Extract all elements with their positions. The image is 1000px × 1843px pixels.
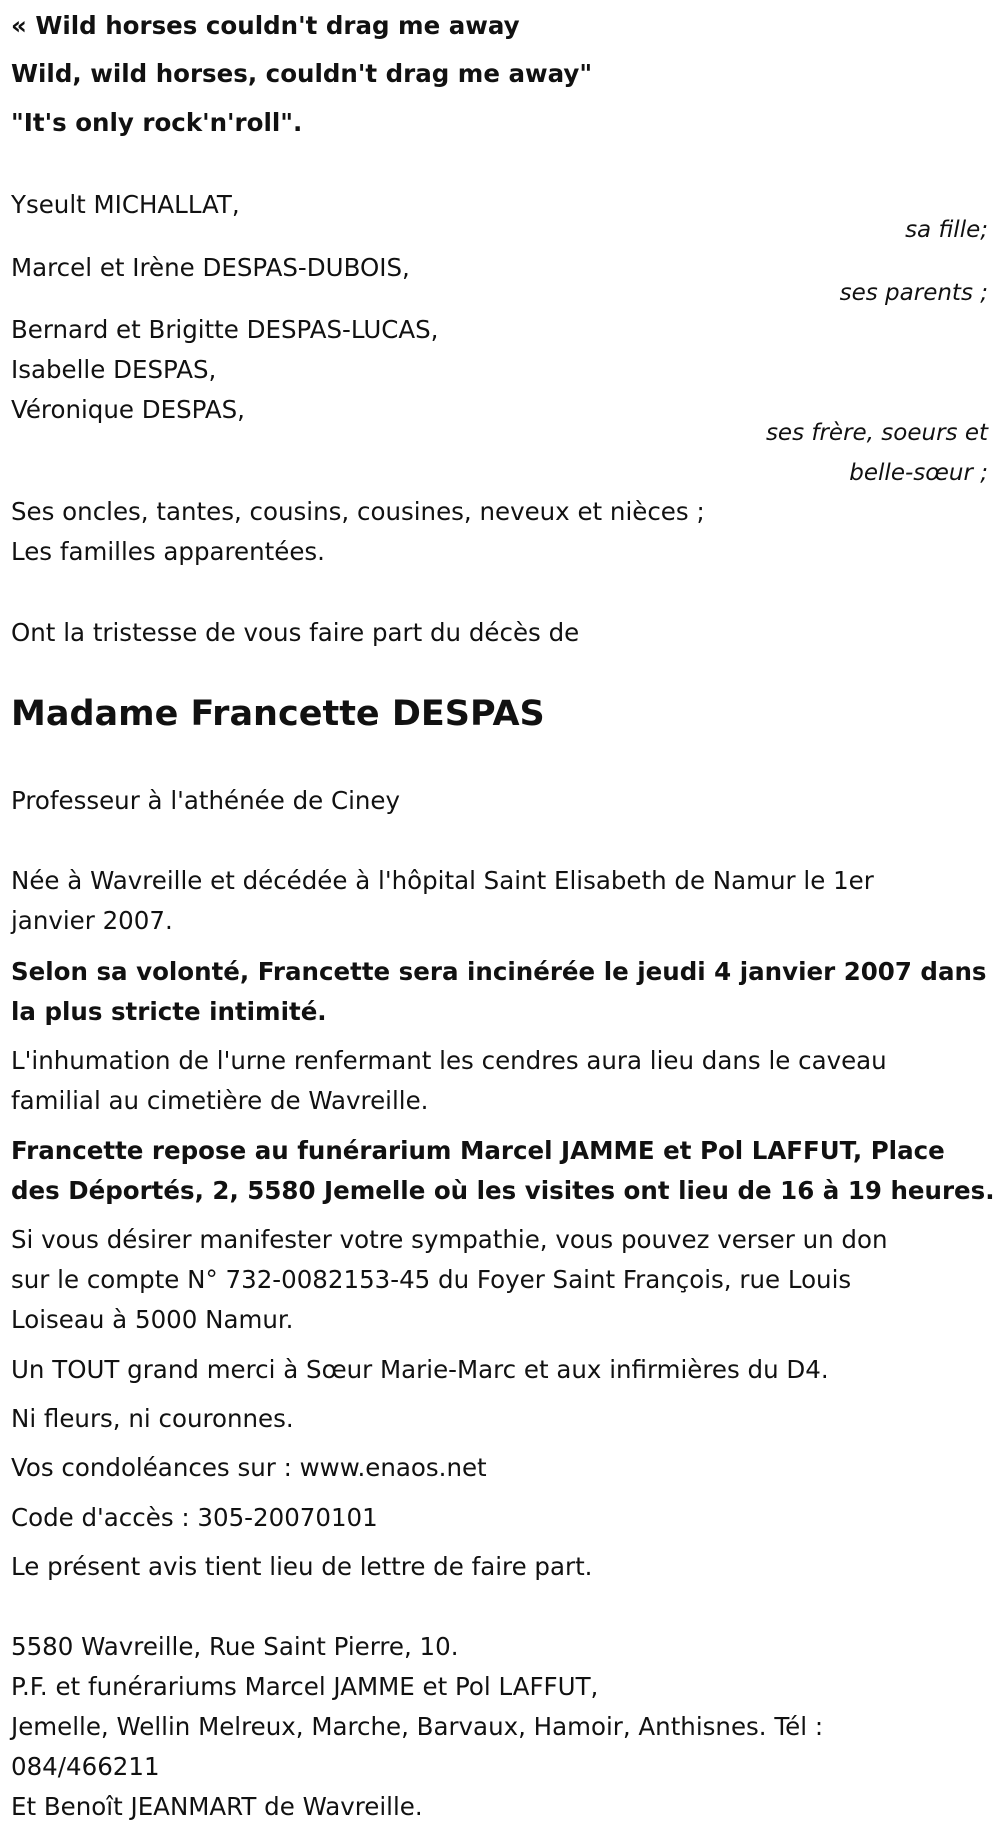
flowers: Ni fleurs, ni couronnes. [11, 1404, 294, 1433]
announcement: Ont la tristesse de vous faire part du décès de [11, 618, 580, 647]
donation-line-3: Loiseau à 5000 Namur. [11, 1305, 294, 1334]
profession: Professeur à l'athénée de Ciney [11, 786, 401, 815]
birth-death-line-1: Née à Wavreille et décédée à l'hôpital Saint Elisabeth de Namur le 1er [11, 866, 874, 895]
notice: Le présent avis tient lieu de lettre de faire part. [11, 1552, 593, 1581]
parents-role: ses parents ; [839, 280, 988, 306]
extended-family-line-2: Les familles apparentées. [11, 537, 325, 566]
cremation-line-1: Selon sa volonté, Francette sera incinérée le jeudi 4 janvier 2007 dans [11, 957, 987, 986]
cremation-line-2: la plus stricte intimité. [11, 997, 327, 1026]
burial-line-1: L'inhumation de l'urne renfermant les cendres aura lieu dans le caveau [11, 1046, 887, 1075]
sibling-1: Bernard et Brigitte DESPAS-LUCAS, [11, 315, 439, 344]
extended-family-line-1: Ses oncles, tantes, cousins, cousines, neveux et nièces ; [11, 497, 705, 526]
sibling-2: Isabelle DESPAS, [11, 355, 217, 384]
footer-line-4: 084/466211 [11, 1752, 160, 1781]
epigraph-line-3: "It's only rock'n'roll". [11, 108, 303, 137]
daughter-role: sa fille; [905, 217, 988, 243]
footer-line-5: Et Benoît JEANMART de Wavreille. [11, 1792, 423, 1821]
funeral-home-line-1: Francette repose au funérarium Marcel JAMME et Pol LAFFUT, Place [11, 1136, 945, 1165]
epigraph-line-2: Wild, wild horses, couldn't drag me away" [11, 59, 593, 88]
daughter-name: Yseult MICHALLAT, [11, 190, 240, 219]
epigraph-line-1: « Wild horses couldn't drag me away [11, 11, 520, 40]
parents-name: Marcel et Irène DESPAS-DUBOIS, [11, 253, 410, 282]
deceased-name: Madame Francette DESPAS [11, 694, 545, 734]
siblings-role-line-1: ses frère, soeurs et [765, 420, 988, 446]
footer-line-2: P.F. et funérariums Marcel JAMME et Pol LAFFUT, [11, 1672, 599, 1701]
birth-death-line-2: janvier 2007. [11, 906, 173, 935]
access-code: Code d'accès : 305-20070101 [11, 1503, 378, 1532]
thanks: Un TOUT grand merci à Sœur Marie-Marc et aux infirmières du D4. [11, 1355, 829, 1384]
footer-line-1: 5580 Wavreille, Rue Saint Pierre, 10. [11, 1632, 459, 1661]
sibling-3: Véronique DESPAS, [11, 395, 245, 424]
funeral-home-line-2: des Déportés, 2, 5580 Jemelle où les visites ont lieu de 16 à 19 heures. [11, 1176, 995, 1205]
donation-line-2: sur le compte N° 732-0082153-45 du Foyer Saint François, rue Louis [11, 1265, 852, 1294]
footer-line-3: Jemelle, Wellin Melreux, Marche, Barvaux, Hamoir, Anthisnes. Tél : [11, 1712, 824, 1741]
burial-line-2: familial au cimetière de Wavreille. [11, 1086, 429, 1115]
siblings-role-line-2: belle-sœur ; [849, 460, 988, 486]
condolences: Vos condoléances sur : www.enaos.net [11, 1453, 487, 1482]
donation-line-1: Si vous désirer manifester votre sympathie, vous pouvez verser un don [11, 1225, 888, 1254]
